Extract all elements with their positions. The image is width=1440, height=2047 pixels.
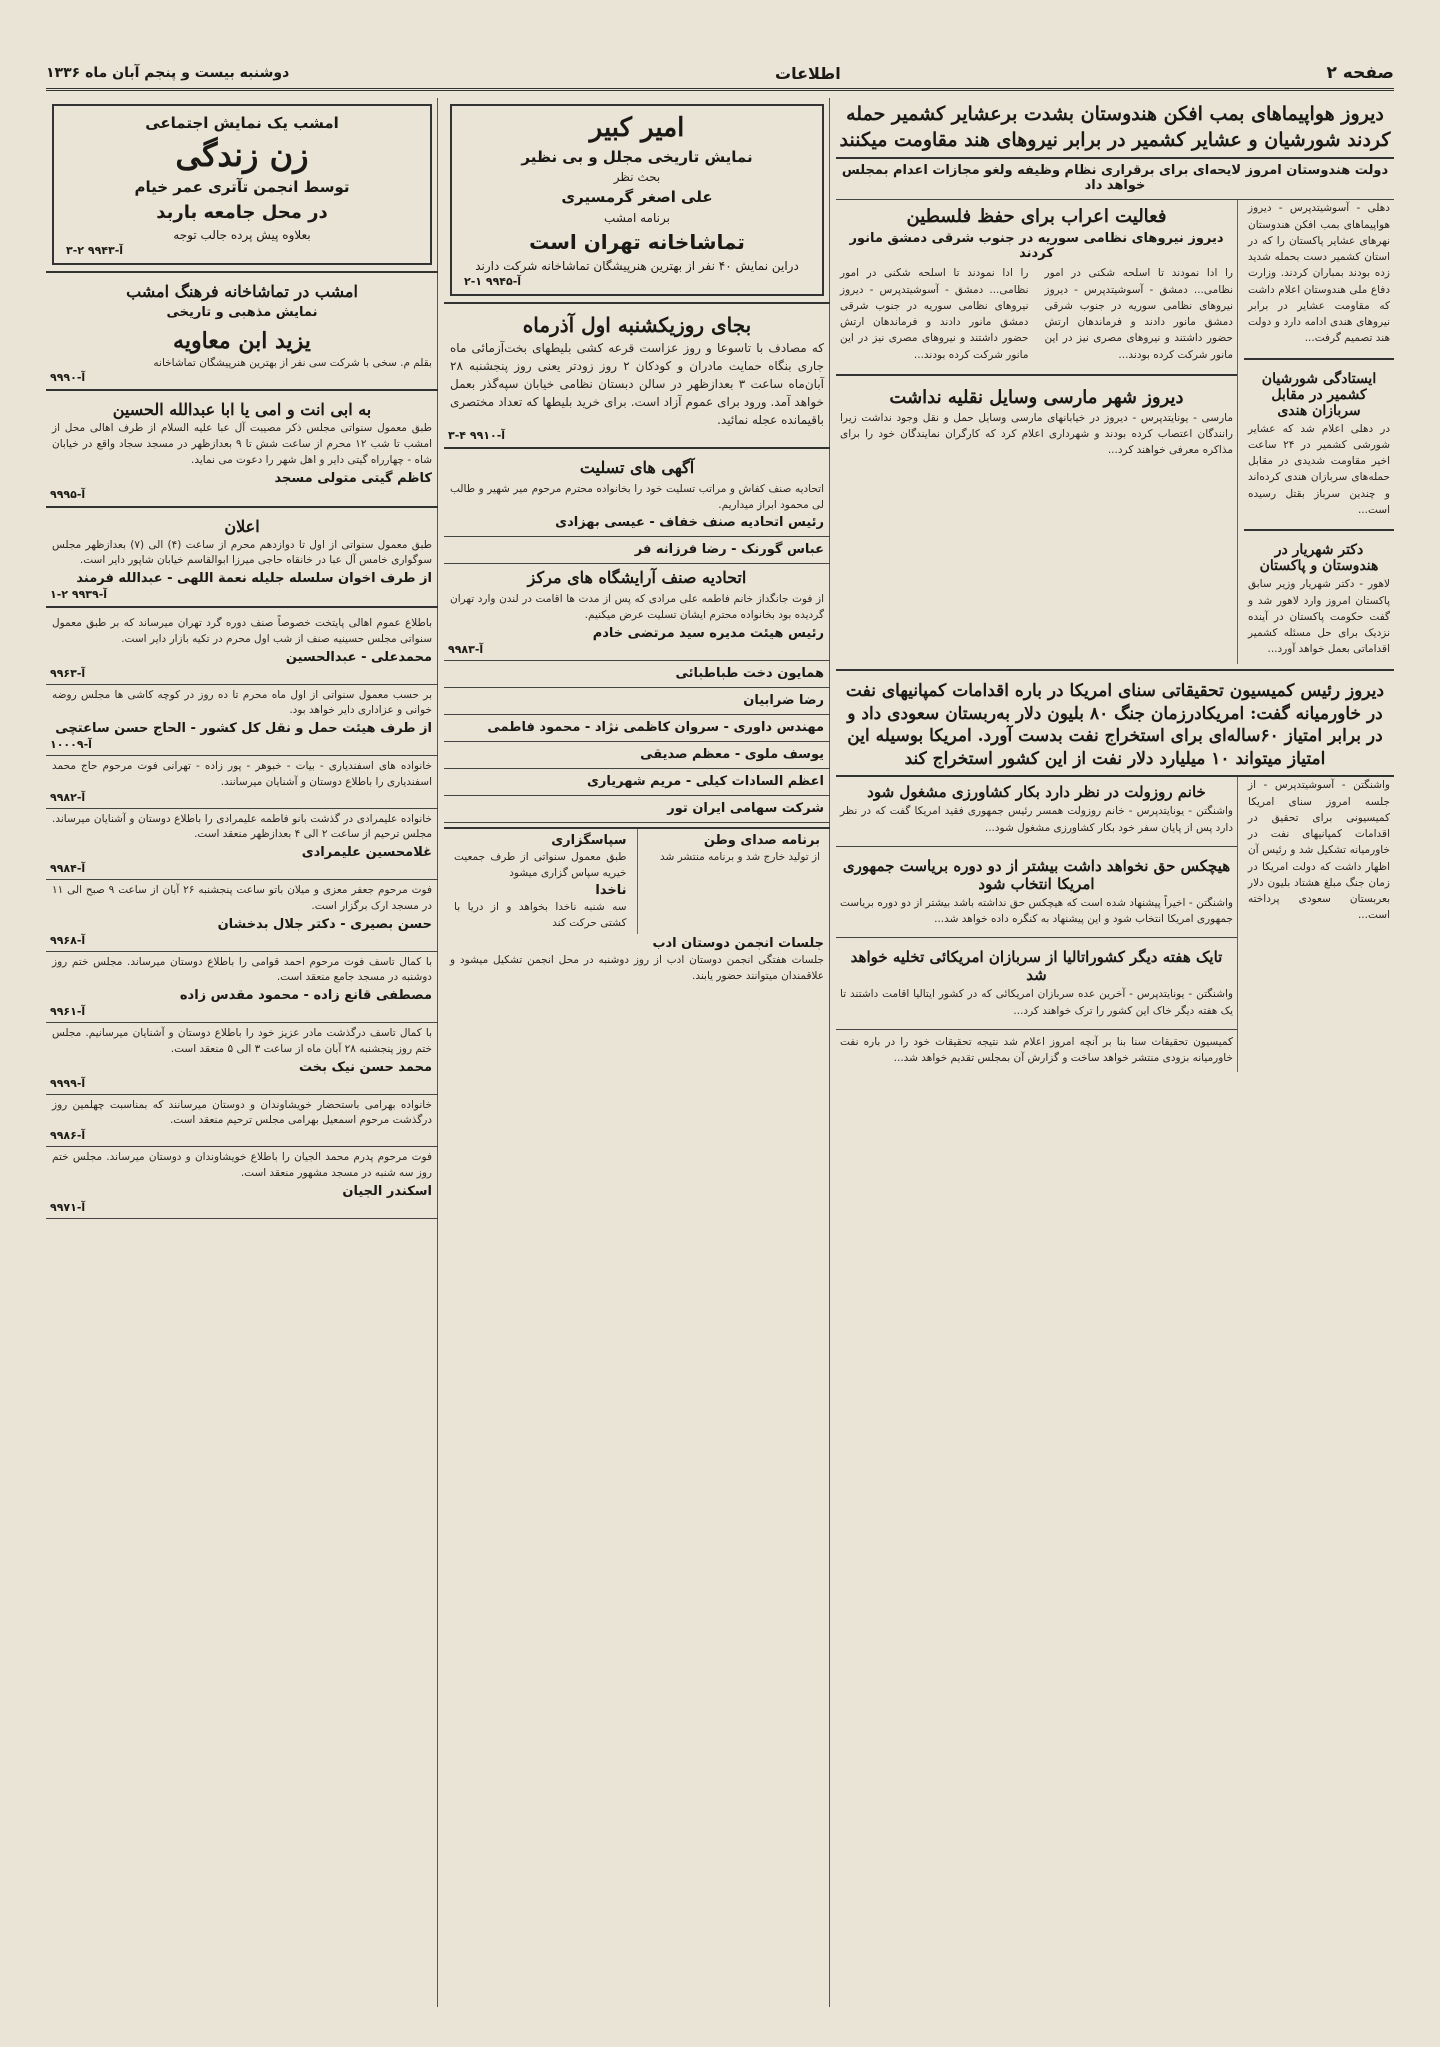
traffic-title: دیروز شهر مارسی وسایل نقلیه نداشت [889, 386, 1184, 408]
farhang-note: بقلم م. سخی با شرکت سی نفر از بهترین هنرپیشگان تماشاخانه [153, 356, 432, 369]
ad4-sign: از طرف هیئت حمل و نقل کل کشور - الحاج حسن ساعتچی [55, 721, 432, 737]
condolence-head: آگهی های تسلیت [579, 457, 695, 477]
date-line: دوشنبه بیست و پنجم آبان ماه ۱۳۳۶ [46, 65, 290, 81]
thanks-body: طبق معمول سنواتی از طرف جمعیت خیریه سپاس گزاری میشود [454, 850, 627, 879]
lead-headline: دیروز هواپیماهای بمب افکن هندوستان بشدت برعشایر کشمیر حمله کردند شورشیان و عشایر کشمیر در برابر نیروهای هند مقاومت میکنند [836, 98, 1394, 159]
italy-body: واشنگتن - یونایتدپرس - آخرین عده سربازان امریکائی که در کشور ایتالیا اقامت داشتند تا یک هفته دیگر خاک این کشور را ترک خواهند کرد... [840, 988, 1233, 1017]
ad9-code: آ-۹۹۹۹ [50, 1076, 86, 1090]
ad6-sign: غلامحسین علیمرادی [301, 845, 432, 861]
cond1-body: اتحادیه صنف کفاش و مراتب تسلیت خود را بخانواده محترم مرحوم میر شهیر و طالب لی محمود ابراز میداریم. [450, 482, 824, 511]
farhang-head: امشب در تماشاخانه فرهنگ امشب [126, 281, 358, 301]
lead-body: دهلی - آسوشیتدپرس - دیروز هواپیماهای بمب افکن هندوستان نهرهای عشایر پاکستان را که در استان کشمیر دست بحمله شدید زده بودند بمباران کردند. وزارت دفاع ملی هندوستان اعلام داشت که مقاومت عشایر در برابر نیروهای هندی ادامه دارد و دولت هند تصمیم گرفت... [1248, 202, 1390, 345]
ad9-sign: محمد حسن نیک بخت [298, 1059, 432, 1075]
zan-line5: بعلاوه پیش پرده جالب توجه [173, 227, 311, 242]
hossein-title: به ابی انت و امی یا ابا عبدالله الحسین [112, 400, 372, 420]
ad7-code: آ-۹۹۶۸ [50, 933, 86, 947]
amir-kabir-line7: دراین نمایش ۴۰ نفر از بهترین هنرپیشگان تماشاخانه شرکت دارند [475, 258, 799, 273]
rezaei: رضا ضرابیان [743, 692, 824, 708]
davari: مهندس داوری - سروان کاظمی نژاد - محمود فاطمی [487, 719, 824, 735]
amir-kabir-title: امیر کبیر [589, 113, 685, 143]
ad6-code: آ-۹۹۸۴ [50, 862, 86, 876]
farm-title: خانم روزولت در نظر دارد بکار کشاورزی مشغول شود [867, 783, 1206, 802]
radio-body: از تولید خارج شد و برنامه منتشر شد [659, 850, 820, 863]
palestine-title: فعالیت اعراب برای حفظ فلسطین [906, 206, 1167, 228]
news-split-2 [836, 777, 1394, 1072]
zan-line4: در محل جامعه باربد [156, 201, 328, 223]
oil-column [1237, 777, 1394, 1072]
ad3-code: آ-۹۹۶۳ [50, 666, 86, 680]
tabatabai: همایون دخت طباطبائی [675, 665, 824, 681]
masthead [46, 58, 1394, 91]
page-label: صفحه ۲ [1326, 63, 1394, 83]
traffic-body: مارسی - یونایتدپرس - دیروز در خیابانهای مارسی وسایل حمل و نقل وجود نداشت زیرا رانندگان اعتصاب کرده بودند و شهرداری اعلام کرد که کارگران نمایندگان خود را برای مذاکره معرفی خواهند کرد... [840, 411, 1233, 457]
amir-kabir-line2: نمایش تاریخی مجلل و بی نظیر [521, 147, 753, 166]
amir-kabir-line6: تماشاخانه تهران است [529, 229, 745, 254]
cond2-sign: عباس گورنک - رضا فرزانه فر [634, 542, 824, 558]
zan-zendegi-ad [52, 104, 432, 265]
hossein-body: طبق معمول سنواتی مجلس ذکر مصیبت آل عبا علیه السلام از طرف اهالی محل از امشب تا شب ۱۲ محرم از ساعت شش تا ۹ بعدازظهر در مسجد سجاد واقع در خیابان شاه - چهارراه گیتی دایر و اهل شهر را دعوت می نماید. [52, 422, 432, 466]
amir-kabir-line5: برنامه امشب [604, 210, 670, 225]
ad5-body: خانواده های اسفندیاری - بیات - خبوهر - پور زاده - تهرانی فوت مرحوم حاج محمد اسفندیاری را باطلاع دوستان و آشنایان میرسانند. [52, 760, 432, 788]
farhang-code: آ-۹۹۹۰ [50, 371, 86, 385]
kashmir-title: ایستادگی شورشیان کشمیر در مقابل سربازان هندی [1261, 370, 1377, 419]
ad6-body: خانواده علیمرادی در گذشت بانو فاطمه علیمرادی را باطلاع دوستان و آشنایان میرساند. مجلس ترحیم از ساعت ۲ الی ۴ بعدازظهر منعقد است. [52, 812, 432, 841]
lead-subline: دولت هندوستان امروز لایحه‌ای برای برقراری نظام وظیفه ولغو مجازات اعدام بمجلس خواهد داد [836, 159, 1394, 200]
notice-sign: از طرف اخوان سلسله جلیله نعمة اللهی - عبدالله فرمند [76, 571, 432, 587]
farm-body: واشنگتن - یونایتدپرس - خانم روزولت همسر رئیس جمهوری فقید امریکا گفت که در نظر دارد پس از پایان سفر خود بکار کشاورزی مشغول شود... [840, 805, 1233, 834]
middle-column [437, 98, 830, 2007]
us-body: واشنگتن - اخیراً پیشنهاد شده است که هیچکس حق نداشته باشد بیشتر از دو دوره بریاست جمهوری امریکا انتخاب شود و این پیشنهاد به کنگره داده خواهد شد... [840, 896, 1233, 926]
union-sign: رئیس هیئت مدیره سید مرتضی خادم [592, 625, 824, 641]
notice-head: اعلان [224, 516, 260, 536]
radio-head: برنامه صدای وطن [703, 832, 820, 848]
zan-code: آ-۹۹۴۳ ۲-۳ [66, 243, 124, 257]
union-body: از فوت جانگداز خانم فاطمه علی مرادی که پس از مدت ها اقامت در لندن وارد تهران گردیده بود بخانواده محترم ایشان تسلیت عرض میکنیم. [450, 593, 824, 622]
zan-title: زن زندگی [175, 135, 309, 174]
news-split [836, 200, 1394, 663]
us-column [836, 777, 1237, 1072]
ad7-body: فوت مرحوم جعفر معزی و میلان باتو ساعت پنجشنبه ۲۶ آبان از ساعت ۹ صبح الی ۱۱ در مسجد ارک برگزار است. [52, 884, 432, 912]
small-notices [444, 827, 830, 934]
us-title: هیچکس حق نخواهد داشت بیشتر از دو دوره بریاست جمهوری امریکا انتخاب شود [842, 856, 1231, 893]
sadiqi: یوسف ملوی - معظم صدیقی [640, 746, 824, 762]
gathering-body: جلسات هفتگی انجمن دوستان ادب از روز دوشنبه در محل انجمن تشکیل میشود و علاقمندان میتوانند حضور یابند. [450, 953, 824, 982]
palestine-subtitle: دیروز نیروهای نظامی سوریه در جنوب شرقی دمشق مانور کردند [849, 231, 1224, 262]
ad11-body: فوت مرحوم پدرم محمد الجیان را باطلاع خویشاوندان و دوستان میرساند. مجلس ختم روز سه شنبه در مسجد مشهور منعقد است. [52, 1151, 432, 1179]
lottery-title: بجای روزیکشنبه اول آذرماه [522, 312, 752, 337]
hossein-sign: کاظم گیتی متولی مسجد [274, 470, 432, 486]
lost-head: ناخدا [595, 883, 627, 899]
ad11-code: آ-۹۹۷۱ [50, 1200, 86, 1214]
palestine-column [836, 200, 1237, 663]
palestine-body-2: را ادا نمودند تا اسلحه شکنی در امور نظامی... دمشق - آسوشیتدپرس - دیروز نیروهای نظامی سوریه در جنوب شرقی دمشق مانور دادند و فرماندهان ارتش حضور داشتند و نیروهای مصری نیز در این مانور شرکت کرده بودند... [840, 267, 1029, 361]
ad7-sign: حسن بصیری - دکتر جلال بدخشان [217, 916, 432, 932]
ad8-code: آ-۹۹۶۱ [50, 1005, 86, 1019]
kashmir-column [1237, 200, 1394, 663]
italy-title: تایک هفته دیگر کشوراتالیا از سربازان امریکائی تخلیه خواهد شد [850, 948, 1223, 985]
hossein-code: آ-۹۹۹۵ [50, 487, 86, 501]
ad11-sign: اسکندر الجیان [342, 1183, 432, 1199]
notice-body: طبق معمول سنواتی از اول تا دوازدهم محرم از ساعت (۴) الی (۷) بعدازظهر مجلس سوگواری خامس آل عبا در خانقاه حاجی میرزا ابوالقاسم خیابان شاپور دایر است. [52, 538, 432, 567]
amir-kabir-line3: بحث نظر [613, 170, 661, 185]
lost-body: سه شنبه ناخدا بخواهد و از دریا با کشتی حرکت کند [454, 901, 627, 930]
lottery-body: که مصادف با تاسوعا و روز عزاست قرعه کشی بلیطهای بخت‌آزمائی ماه جاری بنگاه حمایت مادران و کودکان ۲ روز زودتر یعنی روز پنجشنبه ۲۸ آبان‌ماه ساعت ۳ بعدازظهر در سالن دبستان نظامی خیابان سپه‌گذر بعمل خواهد آمد. ورود برای عموم آزاد است. برای خرید بلیطها که تعداد مختصری باقیمانده عجله نمائید. [450, 340, 824, 427]
dr-body: لاهور - دکتر شهریار وزیر سابق پاکستان امروز وارد لاهور شد و گفت حکومت پاکستان در آینده نزدیک برای حل مسئله کشمیر اقداماتی بعمل خواهد آورد... [1248, 578, 1390, 656]
lottery-code: آ-۹۹۱۰ ۴-۳ [448, 428, 506, 442]
cond1-sign: رئیس اتحادیه صنف خفاف - عیسی بهزادی [555, 515, 824, 531]
union-title: اتحادیه صنف آرایشگاه های مرکز [527, 568, 747, 588]
news-column [829, 98, 1394, 2007]
ad8-body: با کمال تاسف فوت مرحوم احمد قوامی را باطلاع دوستان میرساند. مجلس ختم روز دوشنبه در مسجد جامع منعقد است. [52, 955, 432, 984]
kashmir-body: در دهلی اعلام شد که عشایر شورشی کشمیر در ۲۴ ساعت اخیر مقاومت شدیدی در مقابل حمله‌های سربازان هندی کرده‌اند و چندین سرباز بقتل رسیده است... [1248, 422, 1390, 516]
iran-tour: شرکت سهامی ایران تور [667, 800, 824, 816]
ads-column [46, 98, 438, 2007]
ad3-body: باطلاع عموم اهالی پایتخت خصوصاً صنف دوره گرد تهران میرساند که بر طبق معمول سنواتی مجلس حسینیه صنف از شب اول محرم در تکیه بازار دایر است. [52, 617, 432, 645]
gathering-head: جلسات انجمن دوستان ادب [652, 935, 824, 951]
farhang-line: نمایش مذهبی و تاریخی [166, 304, 318, 320]
notice-code: آ-۹۹۳۹ ۲-۱ [50, 588, 108, 602]
farhang-title: یزید ابن معاویه [173, 327, 311, 354]
ad4-body: بر حسب معمول سنواتی از اول ماه محرم تا ده روز در کوچه کاشی ها مجلس روضه خوانی و عزاداری دایر خواهد بود. [52, 688, 432, 717]
oil-headline: دیروز رئیس کمیسیون تحقیقاتی سنای امریکا در باره اقدامات کمپانیهای نفت در خاورمیانه گفت: امریکادرزمان جنگ ۸۰ بلیون دلار به‌ربستان سعودی داد و در برابر امتیاز ۶۰ساله‌ای برای استخراج نفت بدست آورد. امریکا بوسیله این امتیاز میتواند ۱۰ میلیارد دلار نفت از این کشور استخراج کند [836, 676, 1394, 778]
union-code: آ-۹۹۸۳ [448, 642, 484, 656]
amir-kabir-code: آ-۹۹۴۵ ۱-۲ [464, 274, 522, 288]
ad10-body: خانواده بهرامی باستحضار خویشاوندان و دوستان میرسانند که بمناسبت چهلمین روز درگذشت مرحوم اسمعیل بهرامی مجلس ترحیم منعقد است. [52, 1098, 432, 1127]
paper-name: اطلاعات [775, 63, 841, 83]
ad5-code: آ-۹۹۸۲ [50, 790, 86, 804]
ad8-sign: مصطفی قانع زاده - محمود مقدس زاده [179, 988, 432, 1004]
amir-kabir-line4: علی اصغر گرمسیری [561, 188, 713, 207]
ad4-code: آ-۱۰۰۰۹ [50, 738, 92, 752]
zan-line1: امشب یک نمایش اجتماعی [145, 114, 339, 132]
dr-title: دکتر شهریار در هندوستان و پاکستان [1259, 542, 1379, 575]
shahriari: اعظم السادات کیلی - مریم شهریاری [586, 773, 824, 789]
ad3-sign: محمدعلی - عبدالحسین [285, 649, 432, 665]
thanks-head: سپاسگزاری [551, 832, 627, 848]
foot-body: کمیسیون تحقیقات سنا بنا بر آنچه امروز اعلام شد نتیجه تحقیقات خود را در باره نفت خاورمیانه بزودی منتشر خواهد ساخت و گزارش آن بمجلس تقدیم خواهد شد... [840, 1035, 1233, 1065]
ad9-body: با کمال تاسف درگذشت مادر عزیز خود را باطلاع دوستان و آشنایان میرسانیم. مجلس ختم روز پنجشنبه ۲۸ آبان ماه از ساعت ۳ الی ۵ منعقد است. [52, 1027, 432, 1055]
zan-line3: توسط انجمن تآتری عمر خیام [134, 178, 350, 197]
ad10-code: آ-۹۹۸۶ [50, 1129, 86, 1143]
palestine-body: را ادا نمودند تا اسلحه شکنی در امور نظامی... دمشق - آسوشیتدپرس - دیروز نیروهای نظامی سوریه در جنوب شرقی دمشق مانور دادند و فرماندهان ارتش حضور داشتند و نیروهای مصری نیز در این مانور شرکت کرده بودند... [1044, 267, 1233, 361]
oil-body: واشنگتن - آسوشیتدپرس - از جلسه امروز سنای امریکا کمیسیونی برای تحقیق در اقدامات کمپانیهای نفت در خاورمیانه تشکیل شد و رئیس آن اظهار داشت که دولت امریکا در زمان جنگ مبلغ هشتاد بلیون دلار بعربستان سعودی پرداخته است... [1248, 779, 1390, 922]
amir-kabir-ad [450, 104, 824, 296]
